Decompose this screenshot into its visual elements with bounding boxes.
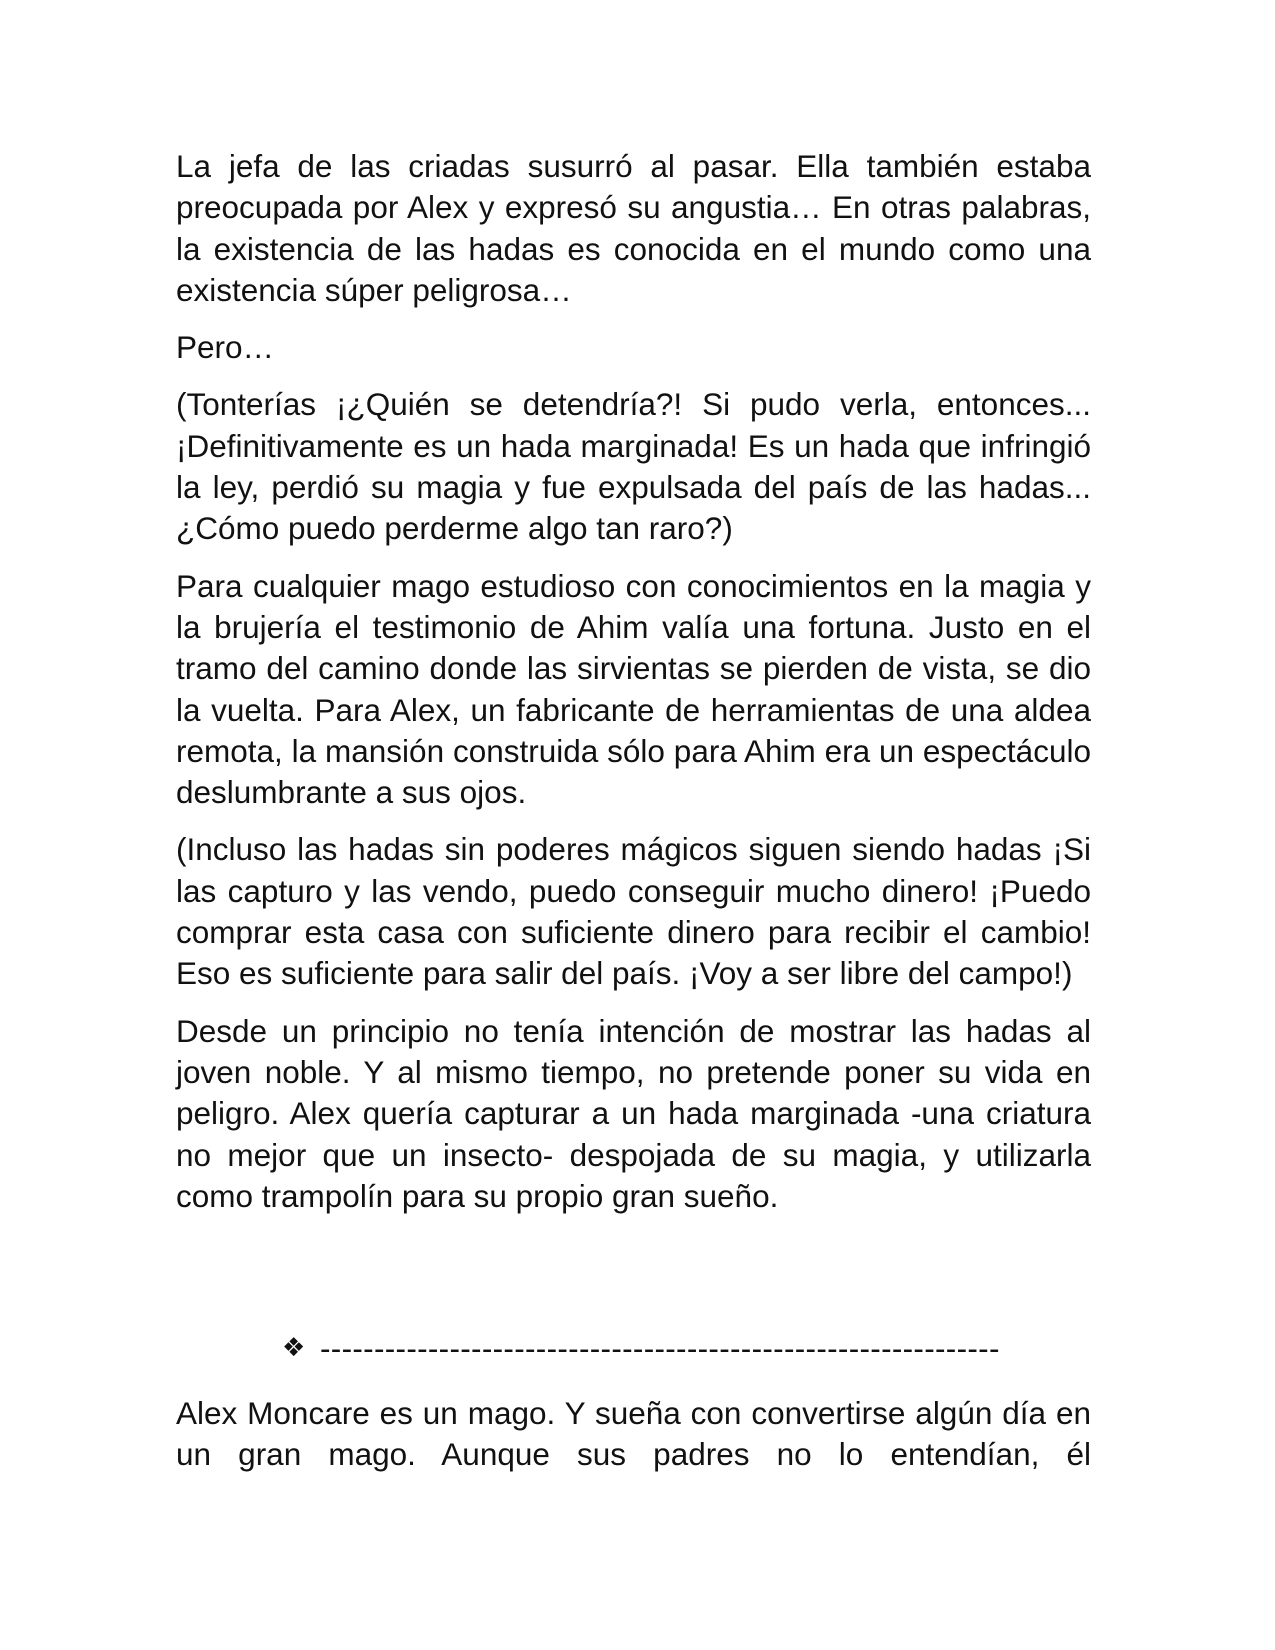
section-separator <box>176 1327 1091 1369</box>
paragraph-thought-sell-fairies: (Incluso las hadas sin poderes mágicos siguen siendo hadas ¡Si las capturo y las vendo, puedo conseguir mucho dinero! ¡Puedo comprar esta casa con suficiente dinero para recibir el cambio! Eso es suficiente para salir del país. ¡Voy a ser libre del campo!) <box>176 831 1091 992</box>
paragraph-ahim-testimony: Para cualquier mago estudioso con conocimientos en la magia y la brujería el testimonio de Ahim valía una fortuna. Justo en el tramo del camino donde las sirvientas se pierden de vista, se dio la vuelta. Para Alex, un fabricante de herramientas de una aldea remota, la mansión construida sólo para Ahim era un espectáculo deslumbrante a sus ojos. <box>176 567 1091 811</box>
body-text <box>176 146 1091 1233</box>
paragraph-alex-intention: Desde un principio no tenía intención de mostrar las hadas al joven noble. Y al mismo tiempo, no pretende poner su vida en peligro. Alex quería capturar a un hada marginada -una criatura no mejor que un insecto- despojada de su magia, y utilizarla como trampolín para su propio gran sueño. <box>176 1012 1091 1214</box>
paragraph-thought-outcast-fairy: (Tonterías ¡¿Quién se detendría?! Si pudo verla, entonces... ¡Definitivamente es un hada marginada! Es un hada que infringió la ley, perdió su magia y fue expulsada del país de las hadas... ¿Cómo puedo perderme algo tan raro?) <box>176 386 1091 547</box>
paragraph-maid-whisper: La jefa de las criadas susurró al pasar. Ella también estaba preocupada por Alex y expresó su angustia… En otras palabras, la existencia de las hadas es conocida en el mundo como una existencia súper peligrosa… <box>176 148 1091 308</box>
paragraph-pero: Pero… <box>176 329 275 366</box>
dashed-rule: --------------------------------------------------------------- <box>320 1330 1000 1366</box>
four-diamonds-ornament-icon: ❖ <box>282 1333 306 1363</box>
paragraph-alex-moncare: Alex Moncare es un mago. Y sueña con convertirse algún día en un gran mago. Aunque sus padres no lo entendían, él <box>176 1395 1091 1473</box>
tail-text <box>176 1393 1091 1476</box>
